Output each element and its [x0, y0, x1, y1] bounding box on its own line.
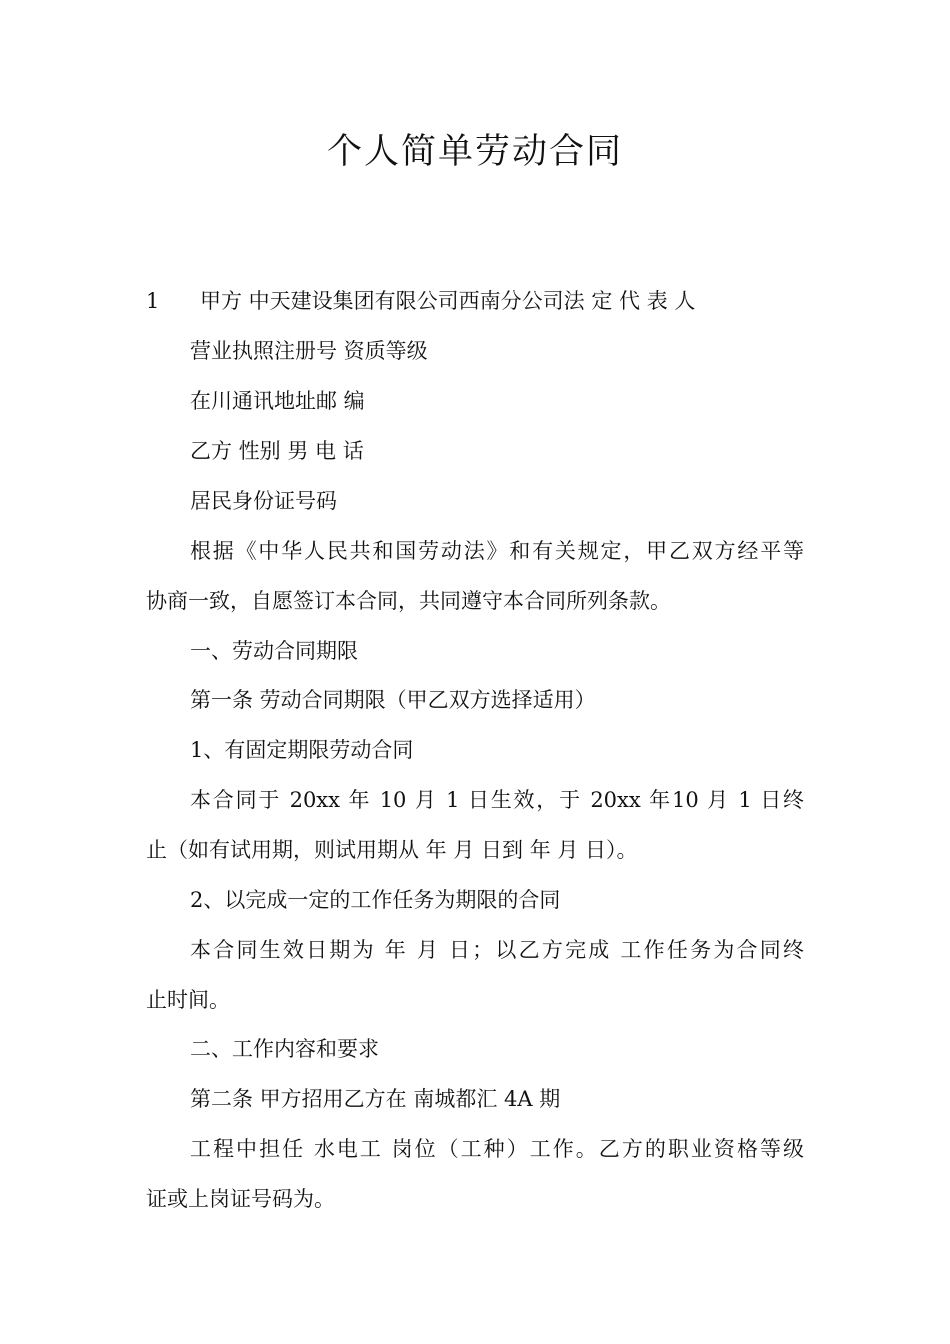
- item2-paragraph-line1: 本合同生效日期为 年 月 日；以乙方完成 工作任务为合同终: [190, 938, 804, 962]
- item2-paragraph-line2: 止时间。: [146, 988, 230, 1012]
- item1-heading: 1、有固定期限劳动合同: [190, 738, 414, 762]
- party-b-line: 乙方 性别 男 电 话: [190, 439, 364, 463]
- party-a-line: 甲方 中天建设集团有限公司西南分公司法 定 代 表 人: [200, 289, 696, 313]
- item1-paragraph-line1: 本合同于 20xx 年 10 月 1 日生效，于 20xx 年10 月 1 日终: [190, 788, 804, 812]
- item2-heading: 2、以完成一定的工作任务为期限的合同: [190, 888, 561, 912]
- id-number-line: 居民身份证号码: [190, 489, 337, 513]
- intro-paragraph-line2: 协商一致，自愿签订本合同，共同遵守本合同所列条款。: [146, 589, 671, 613]
- article2-heading: 第二条 甲方招用乙方在 南城都汇 4A 期: [190, 1087, 561, 1111]
- list-number: 1: [146, 289, 160, 313]
- item1-paragraph-line2: 止（如有试用期，则试用期从 年 月 日到 年 月 日）。: [146, 838, 638, 862]
- license-line: 营业执照注册号 资质等级: [190, 339, 428, 363]
- section1-heading: 一、劳动合同期限: [190, 639, 358, 663]
- article2-paragraph-line1: 工程中担任 水电工 岗位（工种）工作。乙方的职业资格等级: [190, 1137, 804, 1161]
- address-line: 在川通讯地址邮 编: [190, 389, 365, 413]
- section2-heading: 二、工作内容和要求: [190, 1037, 379, 1061]
- document-title: 个人简单劳动合同: [326, 132, 623, 172]
- article1-heading: 第一条 劳动合同期限（甲乙双方选择适用）: [190, 688, 596, 712]
- article2-paragraph-line2: 证或上岗证号码为。: [146, 1187, 335, 1211]
- intro-paragraph-line1: 根据《中华人民共和国劳动法》和有关规定，甲乙双方经平等: [190, 539, 804, 563]
